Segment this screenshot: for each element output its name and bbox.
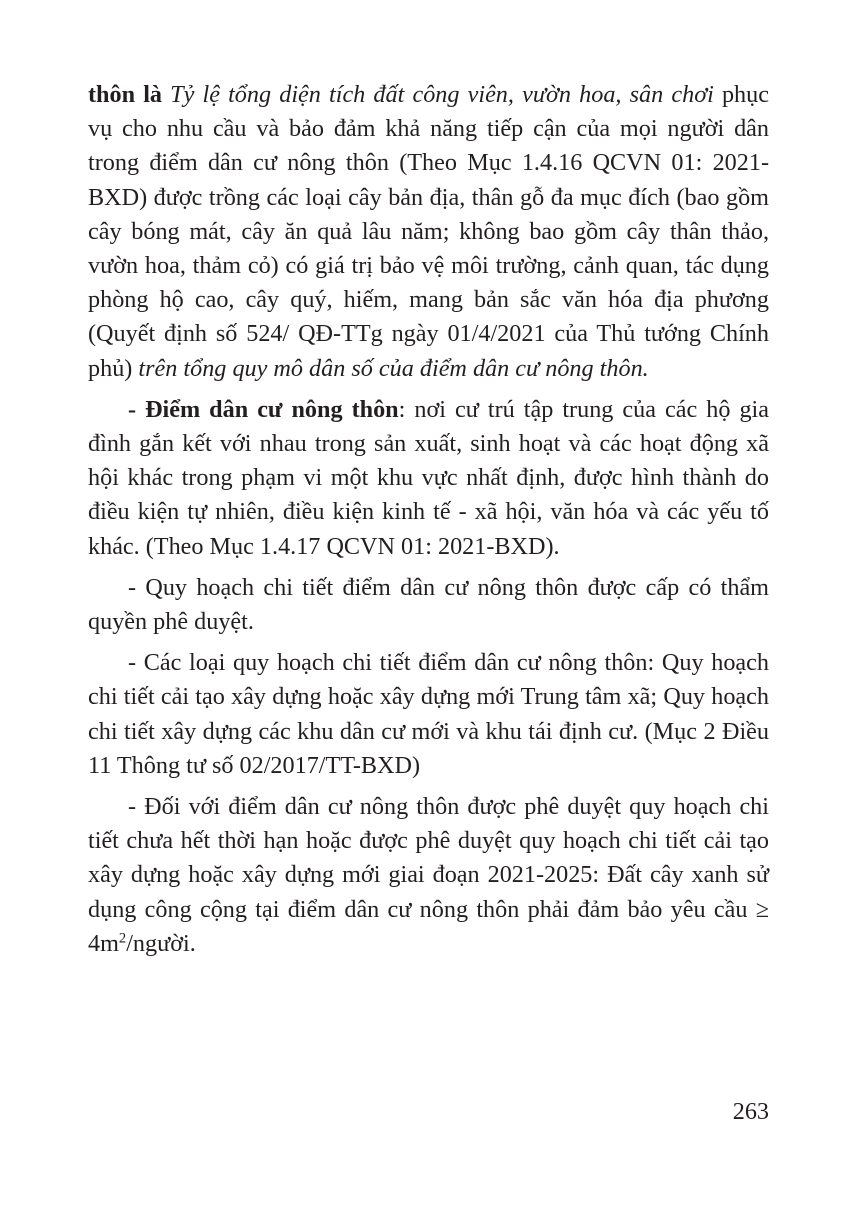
italic-text: trên tổng quy mô dân số của điểm dân cư nông thôn. <box>138 354 649 382</box>
paragraph-bullet: - Quy hoạch chi tiết điểm dân cư nông thôn được cấp có thẩm quyền phê duyệt. <box>88 573 769 636</box>
italic-text: Tỷ lệ tổng diện tích đất công viên, vườn hoa, sân chơi <box>170 81 714 108</box>
page-number: 263 <box>732 1098 769 1125</box>
paragraph-bullet <box>88 790 769 961</box>
body-text: : nơi cư trú tập trung của các hộ gia đình gắn kết với nhau trong sản xuất, sinh hoạt và các hoạt động xã hội khác trong phạm vi một khu vực nhất định, được hình thành do điều kiện tự nhiên, điều kiện kinh tế - xã hội, văn hóa và các yếu tố khác. (Theo Mục 1.4.17 QCVN 01: 2021-BXD). <box>88 395 769 560</box>
superscript: 2 <box>118 930 127 947</box>
paragraph-bullet: - Các loại quy hoạch chi tiết điểm dân cư nông thôn: Quy hoạch chi tiết cải tạo xây dựng hoặc xây dựng mới Trung tâm xã; Quy hoạch chi tiết xây dựng các khu dân cư mới và khu tái định cư. (Mục 2 Điều 11 Thông tư số 02/2017/TT-BXD) <box>88 649 769 779</box>
body-text: /người. <box>126 929 196 957</box>
bold-lead-text: thôn là <box>88 81 171 108</box>
body-text: - Đối với điểm dân cư nông thôn được phê duyệt quy hoạch chi tiết chưa hết thời hạn hoặc được phê duyệt quy hoạch chi tiết cải tạo xây dựng hoặc xây dựng mới giai đoạn 2021-2025: Đất cây xanh sử dụng công cộng tại điểm dân cư nông thôn phải đảm bảo yêu cầu ≥ 4m <box>88 793 769 957</box>
bold-term: - Điểm dân cư nông thôn <box>128 395 399 423</box>
paragraph-definition <box>88 393 769 564</box>
paragraph-continuation <box>88 78 769 386</box>
body-text: phục vụ cho nhu cầu và bảo đảm khả năng tiếp cận của mọi người dân trong điểm dân cư nông thôn (Theo Mục 1.4.16 QCVN 01: 2021-BXD) được trồng các loại cây bản địa, thân gỗ đa mục đích (bao gồm cây bóng mát, cây ăn quả lâu năm; không bao gồm cây thân thảo, vườn hoa, thảm cỏ) có giá trị bảo vệ môi trường, cảnh quan, tác dụng phòng hộ cao, cây quý, hiếm, mang bản sắc văn hóa địa phương (Quyết định số 524/ QĐ-TTg ngày 01/4/2021 của Thủ tướng Chính phủ) <box>88 81 769 382</box>
page-body <box>88 78 769 961</box>
